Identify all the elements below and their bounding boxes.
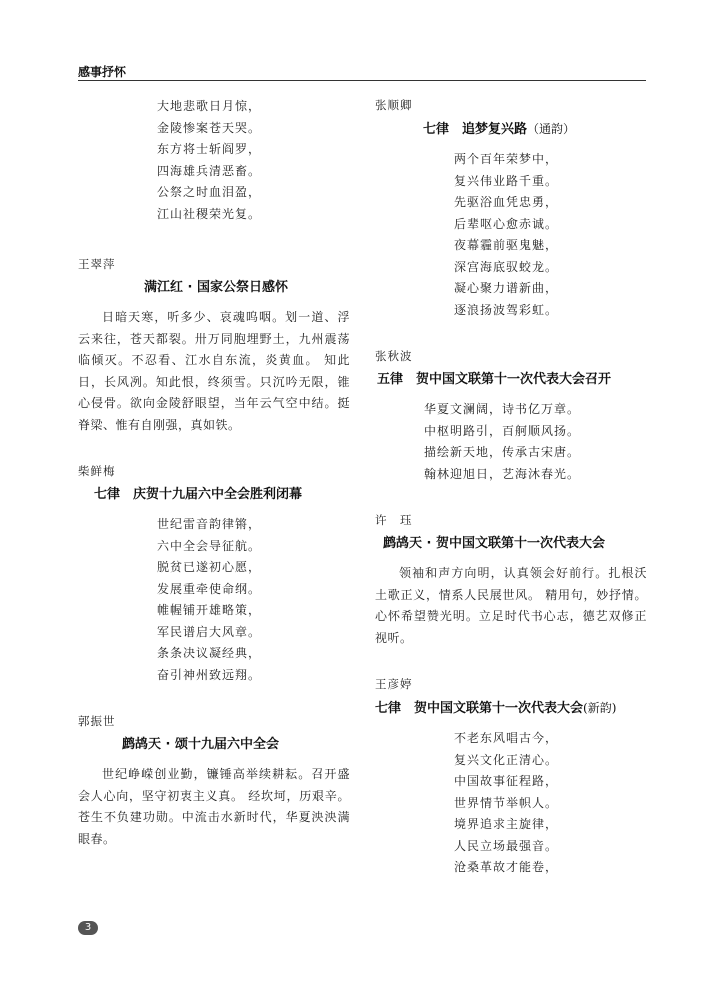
- poem-line: 世界情节举帜人。: [454, 795, 559, 810]
- poem-line: 东方将士斩阎罗，: [157, 142, 262, 156]
- poem-author: 柴鲜梅: [78, 464, 116, 478]
- poem-zhegutian-plenum: [78, 712, 350, 850]
- poem-body: 世纪峥嵘创业勤，镰锤高举续耕耘。召开盛会人心向，坚守初衷主义真。 经坎坷，历艰辛。苍生不负建功勋。中流击水新时代，华夏泱泱满眼春。: [78, 767, 350, 846]
- poem-title: 五律 贺中国文联第十一次代表大会召开: [377, 372, 612, 387]
- poem-line: 世纪雷音韵律锵，: [157, 517, 262, 531]
- right-column: [375, 96, 647, 905]
- poem-title-text: 七律 追梦复兴路: [423, 122, 528, 137]
- poem-title-note: (新韵): [583, 701, 617, 715]
- poem-line: 复兴文化正清心。: [454, 752, 559, 767]
- poem-qilv-celebration: [78, 462, 350, 686]
- poem-author: 许 珏: [375, 513, 413, 527]
- poem-line: 先驱浴血凭忠勇，: [454, 195, 559, 209]
- poem-line: 条条决议凝经典，: [157, 646, 262, 660]
- poem-wulv-congress: [375, 347, 647, 485]
- poem-lines: [78, 96, 350, 225]
- poem-line: 江山社稷荣光复。: [157, 206, 262, 221]
- section-header-title: 感事抒怀: [78, 65, 127, 79]
- poem-title: 七律 庆贺十九届六中全会胜利闭幕: [94, 487, 303, 502]
- poem-line: 不老东风唱古今，: [454, 731, 559, 745]
- poem-line: 奋引神州致远翔。: [157, 667, 262, 682]
- poem-line: 境界追求主旋律，: [454, 817, 559, 831]
- page-number-badge: 3: [78, 921, 98, 935]
- poem-line: 中国故事征程路，: [454, 774, 559, 788]
- poem-line: 大地悲歌日月惊，: [157, 99, 262, 113]
- poem-manjianghong: [78, 255, 350, 436]
- poem-body: 日暗天寒，听多少、哀魂呜咽。划一道、浮云来往，苍天都裂。卅万同胞埋野土，九州震荡临倾灭。不忍看、江水自东流，炎黄血。 知此日，长风冽。知此恨，终须雪。只沉吟无限，锥心侵骨。欲向金陵舒眼望，当年云气空中结。挺脊梁、惟有自刚强，真如铁。: [78, 310, 350, 432]
- poem-lines: [375, 149, 647, 321]
- poem-line: 公祭之时血泪盈，: [157, 185, 262, 199]
- poem-line: 复兴伟业路千重。: [454, 173, 559, 188]
- poem-line: 描绘新天地，传承古宋唐。: [424, 445, 581, 459]
- poem-author: 张秋波: [375, 349, 413, 363]
- poem-lines: [78, 514, 350, 686]
- poem-author: 王彦婷: [375, 677, 413, 691]
- poem-line: 夜幕霾前驱鬼魅，: [454, 238, 559, 252]
- poem-line: 六中全会导征航。: [157, 538, 262, 553]
- poem-lines: [375, 399, 647, 485]
- poem-line: 逐浪扬波驾彩虹。: [454, 302, 559, 317]
- poem-line: 中枢明路引，百舸顺风扬。: [424, 423, 581, 438]
- poem-lines: [375, 728, 647, 879]
- poem-line: 四海雄兵清恶畜。: [157, 163, 262, 178]
- poem-line: 两个百年荣梦中，: [454, 152, 559, 166]
- left-column: [78, 96, 350, 876]
- poem-zhegutian-congress: [375, 511, 647, 649]
- poem-line: 深宫海底驭蛟龙。: [454, 259, 559, 274]
- poem-title: 满江红 · 国家公祭日感怀: [144, 280, 288, 295]
- poem-line: 脱贫已遂初心愿，: [157, 560, 262, 574]
- poem-line: 军民谱启大风章。: [157, 624, 262, 639]
- poem-line: 华夏文澜阔，诗书亿万章。: [424, 402, 581, 416]
- poem-title-text: 七律 贺中国文联第十一次代表大会: [375, 701, 584, 716]
- poem-line: 凝心聚力谱新曲，: [454, 281, 559, 295]
- header-divider: [78, 80, 646, 81]
- poem-title-note: （通韵）: [527, 122, 576, 136]
- poem-author: 张顺卿: [375, 98, 413, 112]
- poem-line: 沧桑革故才能卷，: [454, 860, 559, 874]
- poem-body: 领袖和声方向明，认真领会好前行。扎根沃土歌正义，情系人民展世风。 精用句，妙抒情。心怀希望赞光明。立足时代书心志，德艺双修正视听。: [375, 566, 647, 645]
- poem-title: [375, 697, 647, 720]
- poem-line: 翰林迎旭日，艺海沐春光。: [424, 466, 581, 481]
- poem-title: [375, 118, 647, 141]
- poem-author: 王翠萍: [78, 257, 116, 271]
- poem-title: 鹧鸪天 · 颂十九届六中全会: [122, 737, 279, 752]
- poem-line: 发展重牵使命纲。: [157, 581, 262, 596]
- poem-author: 郭振世: [78, 714, 116, 728]
- poem-qilv-revival: [375, 96, 647, 321]
- poem-title: 鹧鸪天 · 贺中国文联第十一次代表大会: [383, 536, 605, 551]
- poem-line: 后辈呕心愈赤诚。: [454, 216, 559, 231]
- poem-continued: [78, 96, 350, 225]
- poem-line: 人民立场最强音。: [454, 838, 559, 853]
- poem-line: 金陵惨案苍天哭。: [157, 120, 262, 135]
- poem-line: 帷幄铺开雄略策，: [157, 603, 262, 617]
- poem-qilv-congress: [375, 675, 647, 879]
